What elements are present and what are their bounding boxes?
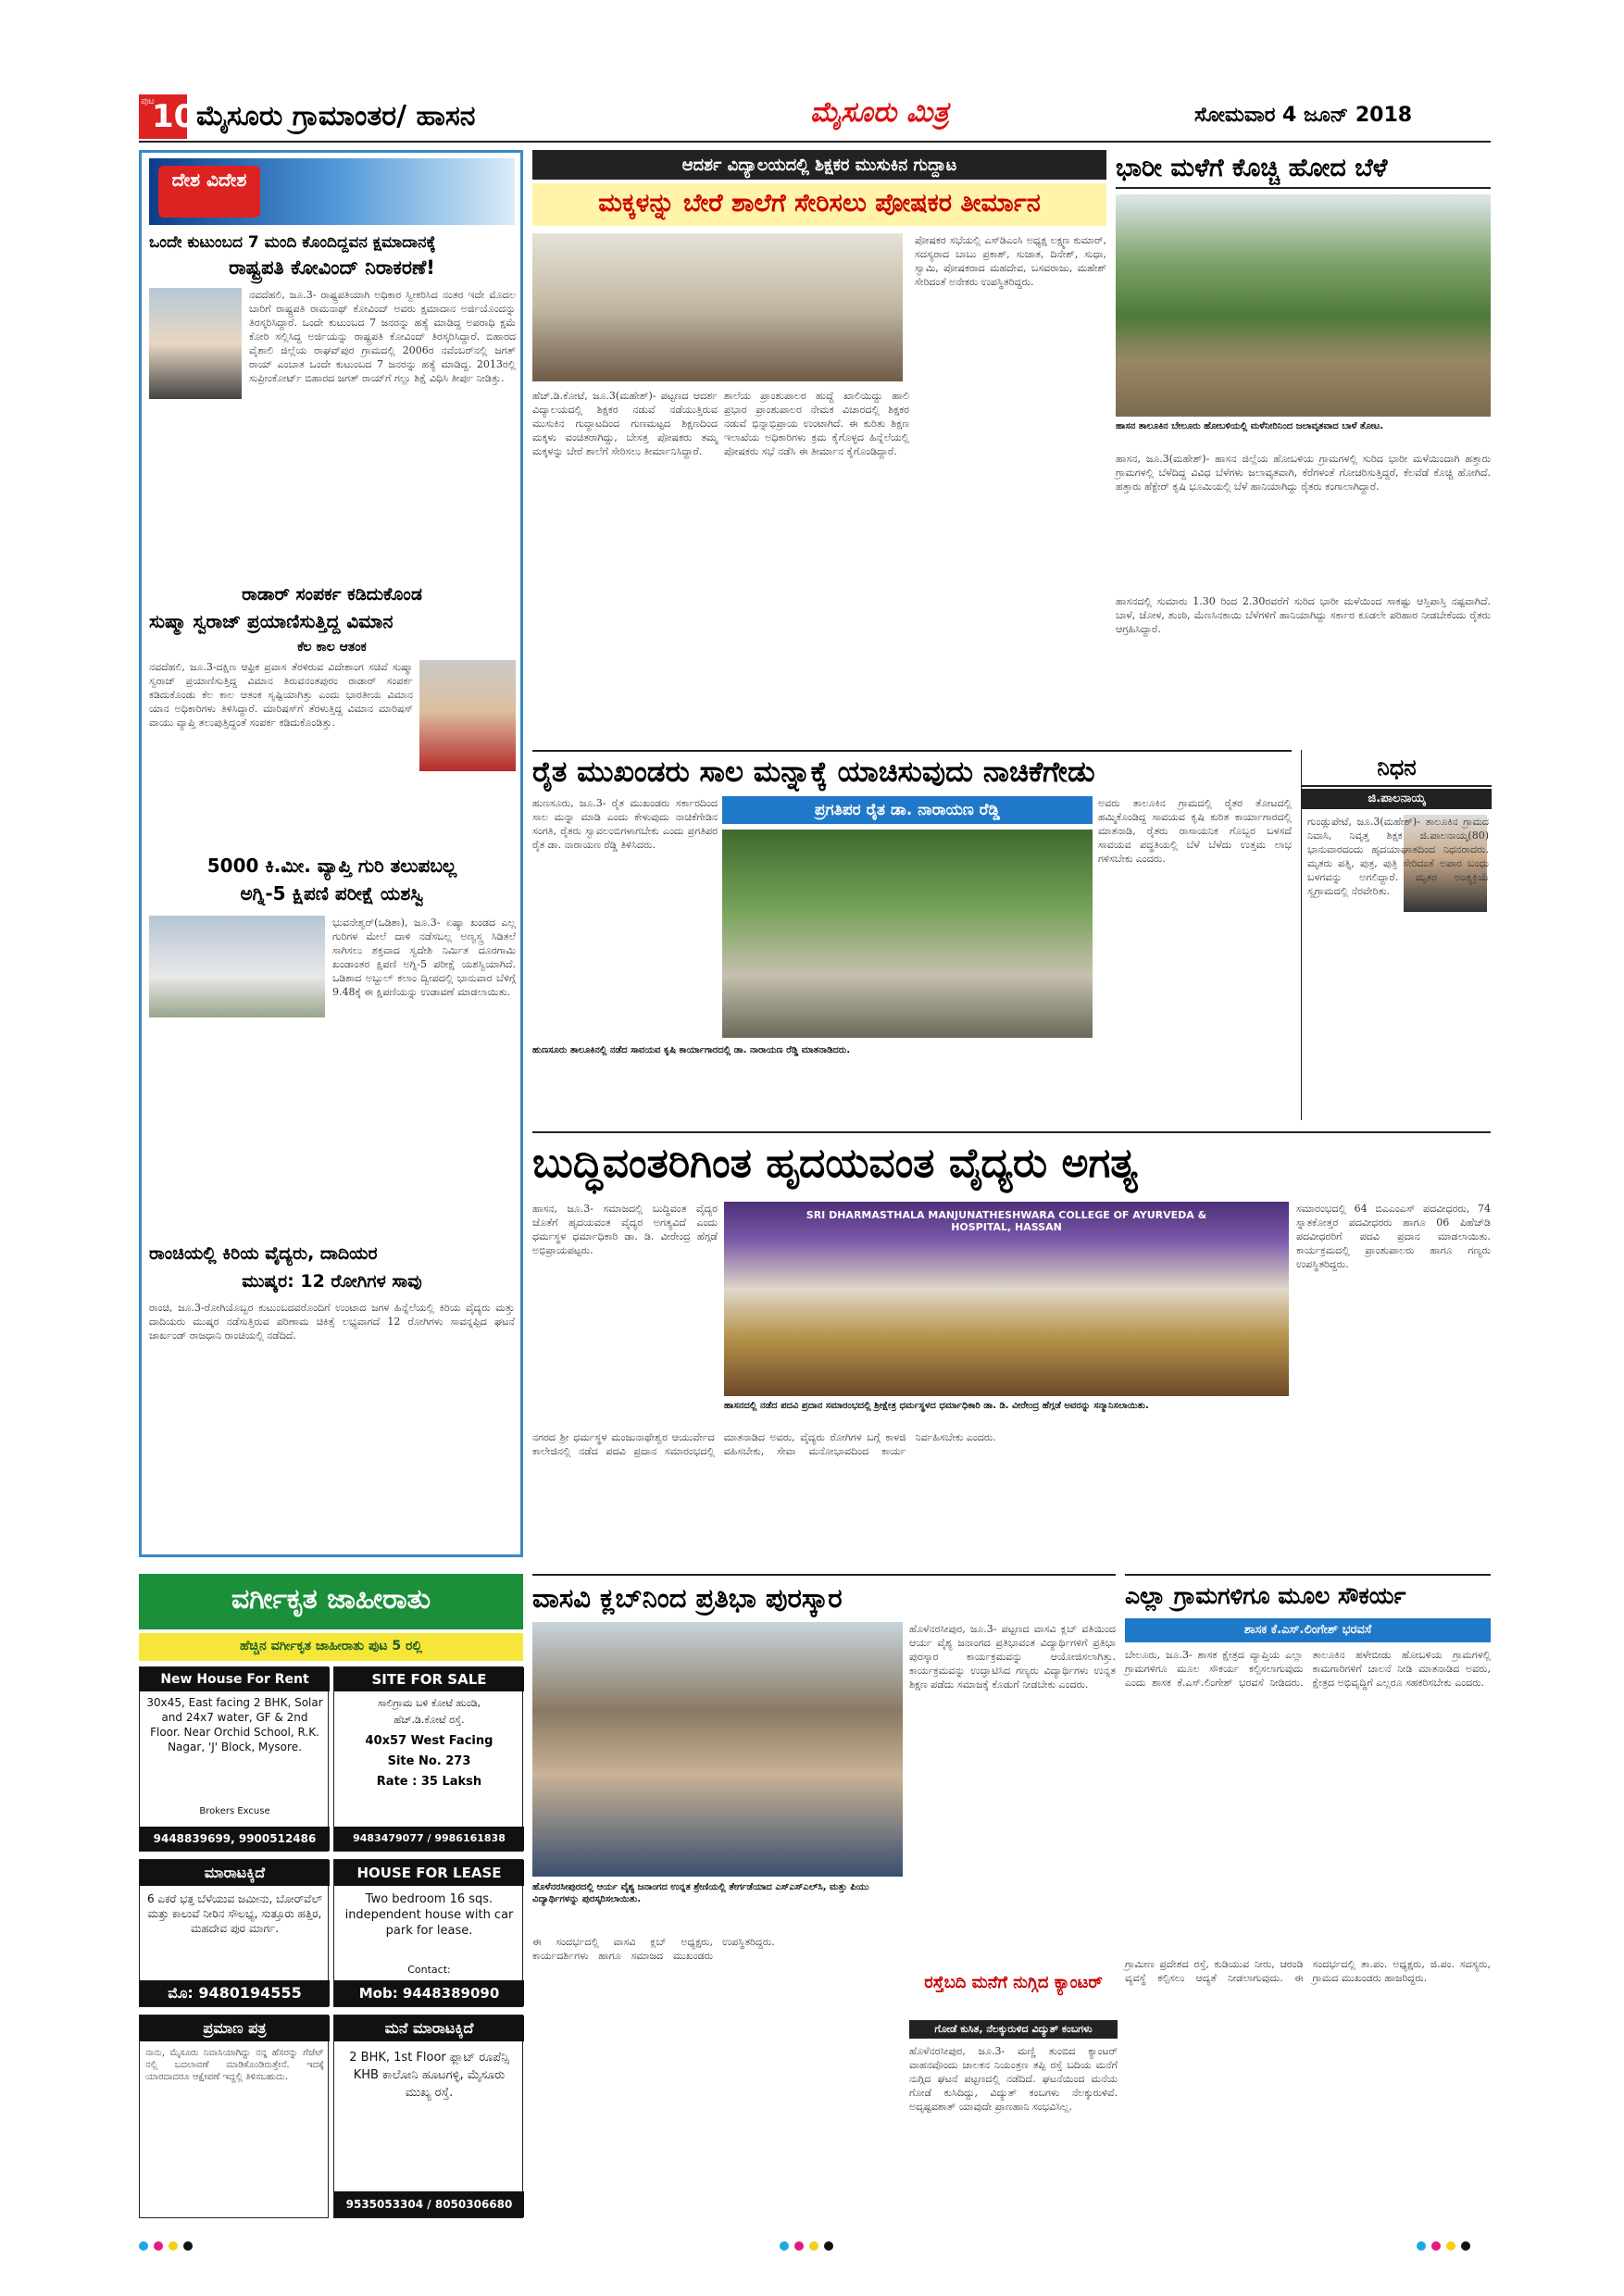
article-headline: ಒಂದೇ ಕುಟುಂಬದ 7 ಮಂದಿ ಕೊಂದಿದ್ದವನ ಕ್ಷಮಾದಾನಕ್ಕೆ [149,233,436,252]
doctors-headline: ಬುದ್ಧಿವಂತರಿಗಿಂತ ಹೃದಯವಂತ ವೈದ್ಯರು ಅಗತ್ಯ [532,1131,1491,1194]
article-headline: ಅಗ್ನಿ-5 ಕ್ಷಿಪಣಿ ಪರೀಕ್ಷೆ ಯಶಸ್ವಿ [240,882,424,905]
classified-ad [333,2015,523,2218]
classifieds-more: ಹೆಚ್ಚಿನ ವರ್ಗೀಕೃತ ಜಾಹೀರಾತು ಪುಟ 5 ರಲ್ಲಿ [240,1639,422,1653]
article-headline: ರಾಷ್ಟ್ರಪತಿ ಕೋವಿಂದ್ ನಿರಾಕರಣೆ! [229,256,435,279]
classified-ad [139,2015,329,2218]
page-label: ಪುಟ [141,96,155,106]
classified-ad [139,1666,329,1852]
registration-marks-center [780,2237,872,2250]
ad-note: Brokers Excuse [199,1806,270,1816]
article-body: ನಗರದ ಶ್ರೀ ಧರ್ಮಸ್ಥಳ ಮಂಜುನಾಥೇಶ್ವರ ಆಯುರ್ವೇದ ಕಾಲೇಜಿನಲ್ಲಿ ನಡೆದ ಪದವಿ ಪ್ರದಾನ ಸಮಾರಂಭದಲ್ಲಿ ಮಾತನಾಡಿದ ಅವರು, ವೈದ್ಯರು ರೋಗಿಗಳ ಬಗ್ಗೆ ಕಾಳಜಿ ವಹಿಸಬೇಕು, ಸೇವಾ ಮನೋಭಾವದಿಂದ ಕಾರ್ಯ ನಿರ್ವಹಿಸಬೇಕು ಎಂದರು. [532,1431,996,1457]
yellow-dot [169,2241,178,2251]
president-photo [149,288,242,399]
article-body: ರಾಂಚಿ, ಜೂ.3-ರೋಗಿಯೊಬ್ಬರ ಕುಟುಂಬದವರೊಂದಿಗೆ ಉಂಟಾದ ಜಗಳ ಹಿನ್ನೆಲೆಯಲ್ಲಿ ಕಿರಿಯ ವೈದ್ಯರು ಮತ್ತು ದಾದಿಯರು ಮುಷ್ಕರ ನಡೆಸುತ್ತಿರುವ ಪರಿಣಾಮ ಚಿಕಿತ್ಸೆ ಲಭ್ಯವಾಗದೆ 12 ರೋಗಿಗಳು ಸಾವನ್ನಪ್ಪಿದ ಘಟನೆ ಜಾರ್ಖಂಡ್ ರಾಜಧಾನಿ ರಾಂಚಿಯಲ್ಲಿ ನಡೆದಿದೆ. [149,1302,515,1341]
ad-phone: 9448839699, 9900512486 [140,1827,330,1851]
magenta-dot [794,2241,804,2251]
ad-phone: ಮೊ: 9480194555 [140,1980,330,2006]
obituary-box [1301,750,1491,1120]
ad-body: 30x45, East facing 2 BHK, Solar and 24x7 water, GF & 2nd Floor. Near Orchid School, R.K. Nagar, 'J' Block, Mysore. [146,1696,323,1753]
desha-videsha-badge: ದೇಶ ವಿದೇಶ [158,166,260,218]
cyan-dot [139,2241,148,2251]
article-body: ನವದೆಹಲಿ, ಜೂ.3-ದಕ್ಷಿಣ ಆಫ್ರಿಕ ಪ್ರವಾಸ ತೆರಳಿರುವ ವಿದೇಶಾಂಗ ಸಚಿವೆ ಸುಷ್ಮಾ ಸ್ವರಾಜ್ ಪ್ರಯಾಣಿಸುತ್ತಿದ್ದ ವಿಮಾನ ತಿರುವನಂತಪುರಂ ರಾಡಾರ್ ಸಂಪರ್ಕ ಕಡಿದುಕೊಂಡು ಕೆಲ ಕಾಲ ಆತಂಕ ಸೃಷ್ಟಿಯಾಗಿತ್ತು ಎಂದು ಭಾರತೀಯ ವಿಮಾನ ಯಾನ ಅಧಿಕಾರಿಗಳು ತಿಳಿಸಿದ್ದಾರೆ. ಮಾರಿಷಸ್‌ಗೆ ತೆರಳುತ್ತಿದ್ದ ವಿಮಾನ ಮಾರಿಷಸ್ ವಾಯು ವ್ಯಾಪ್ತಿ ತಲುಪುತ್ತಿದ್ದಂತೆ ಸಂಪರ್ಕ ಕಡಿದುಕೊಂಡಿತ್ತು. [149,661,413,729]
obituary-title: ನಿಧನ [1302,750,1492,787]
ad-body: ನಾನು, ಮೈಸೂರು ನಿವಾಸಿಯಾಗಿದ್ದು ನನ್ನ ಹೆಸರನ್ನು ಗೆಜೆಟ್ ನಲ್ಲಿ ಬದಲಾವಣೆ ಮಾಡಿಕೊಂಡಿರುತ್ತೇನೆ. ಇದಕ್ಕೆ ಯಾರದಾದರೂ ಆಕ್ಷೇಪಣೆ ಇದ್ದಲ್ಲಿ ತಿಳಿಸಬಹುದು. [145,2048,324,2082]
magenta-dot [1431,2241,1441,2251]
yellow-dot [1446,2241,1455,2251]
black-dot [824,2241,833,2251]
cyan-dot [780,2241,789,2251]
page-number: 10 [152,98,196,135]
article-body: ಹಾಸನ, ಜೂ.3(ಮಹೇಶ್)- ಹಾಸನ ಜಿಲ್ಲೆಯ ಹೋಬಳಿಯ ಗ್ರಾಮಗಳಲ್ಲಿ ಸುರಿದ ಭಾರೀ ಮಳೆಯಿಂದಾಗಿ ಹತ್ತಾರು ಗ್ರಾಮಗಳಲ್ಲಿ ಬೆಳೆದಿದ್ದ ವಿವಿಧ ಬೆಳೆಗಳು ಜಲಾವೃತವಾಗಿ, ಕೆರೆಗಳಂತೆ ಗೋಚರಿಸುತ್ತಿದ್ದರೆ, ಕೆಲವೆಡೆ ಕೊಚ್ಚಿ ಹೋಗಿದೆ. ಹತ್ತಾರು ಹೆಕ್ಟೇರ್ ಕೃಷಿ ಭೂಮಿಯಲ್ಲಿ ಬೆಳೆ ಹಾನಿಯಾಗಿದ್ದು ರೈತರು ಕಂಗಾಲಾಗಿದ್ದಾರೆ. [1116,453,1491,493]
farmers-subhead: ಪ್ರಗತಿಪರ ರೈತ ಡಾ. ನಾರಾಯಣ ರೆಡ್ಡಿ [722,796,1093,824]
article-body: ನವದೆಹಲಿ, ಜೂ.3- ರಾಷ್ಟ್ರಪತಿಯಾಗಿ ಅಧಿಕಾರ ಸ್ವೀಕರಿಸಿದ ನಂತರ ಇದೇ ಮೊದಲ ಬಾರಿಗೆ ರಾಷ್ಟ್ರಪತಿ ರಾಮನಾಥ್ ಕೋವಿಂದ್ ಅವರು ಕ್ಷಮಾದಾನ ಅರ್ಜಿಯೊಂದನ್ನು ತಿರಸ್ಕರಿಸಿದ್ದಾರೆ. ಒಂದೇ ಕುಟುಂಬದ 7 ಜನರನ್ನು ಹತ್ಯೆ ಮಾಡಿದ್ದ ಅಪರಾಧಿ ಕ್ಷಮೆ ಕೋರಿ ಸಲ್ಲಿಸಿದ್ದ ಅರ್ಜಿಯನ್ನು ರಾಷ್ಟ್ರಪತಿ ಕೋವಿಂದ್ ತಿರಸ್ಕರಿಸಿದ್ದಾರೆ. ಬಿಹಾರದ ವೈಶಾಲಿ ಜಿಲ್ಲೆಯ ರಾಘವ್‌ಪುರ ಗ್ರಾಮದಲ್ಲಿ 2006ರ ನವೆಂಬರ್‌ನಲ್ಲಿ ಜಗತ್ ರಾಯ್ ಎಂಬಾತ ಒಂದೇ ಕುಟುಂಬದ 7 ಜನರನ್ನು ಹತ್ಯೆ ಮಾಡಿದ್ದ. 2013ರಲ್ಲಿ ಸುಪ್ರೀಂಕೋರ್ಟ್ ಬಿಹಾರದ ಜಗತ್ ರಾಯ್‌ಗೆ ಗಲ್ಲು ಶಿಕ್ಷೆ ವಿಧಿಸಿ ತೀರ್ಪು ನೀಡಿತ್ತು. [249,289,516,384]
ad-body: 2 BHK, 1st Floor ಫ್ಲಾಟ್ ರೂಪೆನ್ಸಿ KHB ಕಾಲೋನಿ ಹೂಟಗಳ್ಳಿ, ಮೈಸೂರು ಮುಖ್ಯ ರಸ್ತೆ. [349,2051,509,2100]
classified-ad [139,1859,329,2007]
ad-line: Site No. 273 [387,1754,471,1768]
flooded-field-photo [1116,194,1491,417]
article-headline: 5000 ಕಿ.ಮೀ. ವ್ಯಾಪ್ತಿ ಗುರಿ ತಲುಪಬಲ್ಲ [206,855,457,877]
article-body: ಭುವನೇಶ್ವರ್(ಒಡಿಶಾ), ಜೂ.3- ಏಷ್ಯಾ ಖಂಡದ ಎಲ್ಲ ಗುರಿಗಳ ಮೇಲೆ ದಾಳಿ ನಡೆಸಬಲ್ಲ ಅಣ್ವಸ್ತ್ರ ಸಿಡಿತಲೆ ಸಾಗಿಸಲು ಶಕ್ತವಾದ ಸ್ವದೇಶಿ ನಿರ್ಮಿತ ದೂರಗಾಮಿ ಖಂಡಾಂತರ ಕ್ಷಿಪಣಿ ಅಗ್ನಿ-5 ಪರೀಕ್ಷೆ ಯಶಸ್ವಿಯಾಗಿದೆ. ಒಡಿಶಾದ ಅಬ್ದುಲ್ ಕಲಾಂ ದ್ವೀಪದಲ್ಲಿ ಭಾನುವಾರ ಬೆಳಿಗ್ಗೆ 9.48ಕ್ಕೆ ಈ ಕ್ಷಿಪಣಿಯನ್ನು ಉಡಾವಣೆ ಮಾಡಲಾಯಿತು. [332,917,516,998]
convocation-photo [724,1202,1289,1396]
black-dot [183,2241,193,2251]
photo-caption: ಹುಣಸೂರು ತಾಲೂಕಿನಲ್ಲಿ ನಡೆದ ಸಾವಯವ ಕೃಷಿ ಕಾರ್ಯಾಗಾರದಲ್ಲಿ ಡಾ. ನಾರಾಯಣ ರೆಡ್ಡಿ ಮಾತನಾಡಿದರು. [532,1045,851,1055]
globe-banner [149,158,515,225]
black-dot [1461,2241,1470,2251]
ad-body: 6 ಎಕರೆ ಭತ್ತ ಬೆಳೆಯುವ ಜಮೀನು, ಬೋರ್‌ವೆಲ್ ಮತ್ತು ಕಾಲುವೆ ನೀರಿನ ಸೌಲಭ್ಯ, ಸುತ್ತೂರು ಹತ್ತಿರ, ಮಹದೇವ ಪುರ ಮಾರ್ಗ. [146,1892,323,1935]
adarsha-kicker [532,150,1106,180]
article-body: ಸಮಾರಂಭದಲ್ಲಿ 64 ಬಿಎಎಂಎಸ್ ಪದವೀಧರರು, 74 ಸ್ನಾತಕೋತ್ತರ ಪದವೀಧರರು ಹಾಗೂ 06 ಪಿಹೆಚ್‌ಡಿ ಪದವೀಧರರಿಗೆ ಪದವಿ ಪ್ರದಾನ ಮಾಡಲಾಯಿತು. ಕಾರ್ಯಕ್ರಮದಲ್ಲಿ ಪ್ರಾಂಶುಪಾಲರು ಹಾಗೂ ಗಣ್ಯರು ಉಪಸ್ಥಿತರಿದ್ದರು. [1296,1203,1491,1270]
ad-title: ಮನೆ ಮಾರಾಟಕ್ಕಿದೆ [334,2015,524,2041]
ad-title: New House For Rent [140,1667,330,1691]
article-subhead: ಕೆಲ ಕಾಲ ಆತಂಕ [297,640,367,655]
issue-date: ಸೋಮವಾರ 4 ಜೂನ್ 2018 [1194,104,1413,127]
sushma-photo [419,660,516,771]
article-headline: ರಾಡಾರ್ ಸಂಪರ್ಕ ಕಡಿದುಕೊಂಡ [242,584,422,605]
classifieds-banner [139,1574,523,1629]
ad-body: Two bedroom 16 sqs. independent house with car park for lease. [344,1892,514,1938]
missile-photo [149,916,325,1017]
farmers-headline: ರೈತ ಮುಖಂಡರು ಸಾಲ ಮನ್ನಾಕ್ಕೆ ಯಾಚಿಸುವುದು ನಾಚಿಕೆಗೇಡು [532,750,1292,792]
ad-line: 40x57 West Facing [365,1734,493,1748]
registration-marks-left [139,2237,231,2250]
classified-ad [333,1859,523,2007]
article-body: ಹಾಸನದಲ್ಲಿ ಸುಮಾರು 1.30 ರಿಂದ 2.30ರವರೆಗೆ ಸುರಿದ ಭಾರೀ ಮಳೆಯಿಂದ ಸಾಕಷ್ಟು ಆಸ್ತಿಪಾಸ್ತಿ ನಷ್ಟವಾಗಿದೆ. ಬಾಳೆ, ಜೋಳ, ಶುಂಠಿ, ಮೆಣಸಿನಕಾಯಿ ಬೆಳೆಗಳಿಗೆ ಹಾನಿಯಾಗಿದ್ದು ಸರ್ಕಾರ ಕೂಡಲೇ ಪರಿಹಾರ ನೀಡಬೇಕೆಂದು ರೈತರು ಆಗ್ರಹಿಸಿದ್ದಾರೆ. [1116,595,1491,635]
obituary-body: ಗುಂಡ್ಲುಪೇಟೆ, ಜೂ.3(ಮಹೇಶ್)- ತಾಲೂಕಿನ ಗ್ರಾಮದ ನಿವಾಸಿ, ನಿವೃತ್ತ ಶಿಕ್ಷಕ ಜಿ.ಪಾಲನಾಯ್ಕ(80) ಭಾನುವಾರದಂದು ಹೃದಯಾಘಾತದಿಂದ ನಿಧನರಾದರು. ಮೃತರು ಪತ್ನಿ, ಪುತ್ರ, ಪುತ್ರಿ ಸೇರಿದಂತೆ ಅಪಾರ ಬಂಧು ಬಳಗವನ್ನು ಅಗಲಿದ್ದಾರೆ. ಮೃತರ ಅಂತ್ಯಕ್ರಿಯೆ ಸ್ವಗ್ರಾಮದಲ್ಲಿ ನೆರವೇರಿತು. [1307,816,1489,897]
article-body: ಅವರು ತಾಲೂಕಿನ ಗ್ರಾಮದಲ್ಲಿ ರೈತರ ತೋಟದಲ್ಲಿ ಹಮ್ಮಿಕೊಂಡಿದ್ದ ಸಾವಯವ ಕೃಷಿ ಕುರಿತ ಕಾರ್ಯಾಗಾರದಲ್ಲಿ ಮಾತನಾಡಿ, ರೈತರು ರಾಸಾಯನಿಕ ಗೊಬ್ಬರ ಬಳಸದೆ ಸಾವಯವ ಪದ್ಧತಿಯಲ್ಲಿ ಬೆಳೆ ಬೆಳೆದು ಉತ್ತಮ ಲಾಭ ಗಳಿಸಬೇಕು ಎಂದರು. [1098,797,1292,865]
article-body: ಹೊಳೆನರಸೀಪುರ, ಜೂ.3- ಪಟ್ಟಣದ ವಾಸವಿ ಕ್ಲಬ್ ವತಿಯಿಂದ ಆರ್ಯ ವೈಶ್ಯ ಜನಾಂಗದ ಪ್ರತಿಭಾವಂತ ವಿದ್ಯಾರ್ಥಿಗಳಿಗೆ ಪ್ರತಿಭಾ ಪುರಸ್ಕಾರ ಕಾರ್ಯಕ್ರಮವನ್ನು ಆಯೋಜಿಸಲಾಗಿತ್ತು. ಕಾರ್ಯಕ್ರಮವನ್ನು ಉದ್ಘಾಟಿಸಿದ ಗಣ್ಯರು ವಿದ್ಯಾರ್ಥಿಗಳು ಉನ್ನತ ಶಿಕ್ಷಣ ಪಡೆದು ಸಮಾಜಕ್ಕೆ ಕೊಡುಗೆ ನೀಡಬೇಕು ಎಂದರು. [909,1623,1116,1691]
parents-meeting-photo [532,233,903,381]
section-title: ಮೈಸೂರು ಗ್ರಾಮಾಂತರ/ ಹಾಸನ [196,100,476,132]
kicker-text: ಆದರ್ಶ ವಿದ್ಯಾಲಯದಲ್ಲಿ ಶಿಕ್ಷಕರ ಮುಸುಕಿನ ಗುದ್ದಾಟ [681,156,957,175]
masthead-rule [139,141,1491,143]
registration-marks-right [1417,2237,1509,2250]
article-headline: ಮುಷ್ಕರ: 12 ರೋಗಿಗಳ ಸಾವು [242,1271,422,1292]
ad-phone: 9535053304 / 8050306680 [334,2191,524,2217]
masthead [139,91,1491,143]
adarsha-headline: ಮಕ್ಕಳನ್ನು ಬೇರೆ ಶಾಲೆಗೆ ಸೇರಿಸಲು ಪೋಷಕರ ತೀರ್ಮಾನ [532,183,1106,226]
vasavi-headline: ವಾಸವಿ ಕ್ಲಬ್‌ನಿಂದ ಪ್ರತಿಭಾ ಪುರಸ್ಕಾರ [532,1574,1116,1618]
ad-title: ಪ್ರಮಾಣ ಪತ್ರ [140,2015,330,2041]
article-body: ಹುಣಸೂರು, ಜೂ.3- ರೈತ ಮುಖಂಡರು ಸರ್ಕಾರದಿಂದ ಸಾಲ ಮನ್ನಾ ಮಾಡಿ ಎಂದು ಕೇಳುವುದು ನಾಚಿಕೆಗೇಡಿನ ಸಂಗತಿ, ರೈತರು ಸ್ವಾವಲಂಬಿಗಳಾಗಬೇಕು ಎಂದು ಪ್ರಗತಿಪರ ರೈತ ಡಾ. ನಾರಾಯಣ ರೆಡ್ಡಿ ತಿಳಿಸಿದರು. [532,797,718,851]
classifieds-subbanner [139,1633,523,1661]
article-body: ಗ್ರಾಮೀಣ ಪ್ರದೇಶದ ರಸ್ತೆ, ಕುಡಿಯುವ ನೀರು, ಚರಂಡಿ ವ್ಯವಸ್ಥೆ ಕಲ್ಪಿಸಲು ಆದ್ಯತೆ ನೀಡಲಾಗುವುದು. ಈ ಸಂದರ್ಭದಲ್ಲಿ ತಾ.ಪಂ. ಅಧ್ಯಕ್ಷರು, ಜಿ.ಪಂ. ಸದಸ್ಯರು, ಗ್ರಾಮದ ಮುಖಂಡರು ಹಾಜರಿದ್ದರು. [1125,1958,1491,1984]
article-headline: ಸುಷ್ಮಾ ಸ್ವರಾಜ್ ಪ್ರಯಾಣಿಸುತ್ತಿದ್ದ ವಿಮಾನ [149,610,394,632]
ad-phone: 9483479077 / 9986161838 [334,1827,524,1851]
photo-caption: ಹಾಸನ ತಾಲೂಕಿನ ಬೇಲೂರು ಹೋಬಳಿಯಲ್ಲಿ ಮಳೆನೀರಿನಿಂದ ಜಲಾವೃತವಾದ ಬಾಳೆ ತೋಟ. [1116,421,1384,431]
paper-name: ಮೈಸೂರು ಮಿತ್ರ [810,96,949,129]
college-banner-text: SRI DHARMASTHALA MANJUNATHESHWARA COLLEGE OF AYURVEDA & HOSPITAL, HASSAN [806,1209,1207,1233]
classified-ad [333,1666,523,1852]
ad-line: ಸಾಲಿಗ್ರಾಮ ಬಳಿ ಕೋಟೆ ಹುಂಡಿ, [377,1697,481,1709]
ad-title: HOUSE FOR LEASE [334,1860,524,1886]
article-body: ಬೇಲೂರು, ಜೂ.3- ಶಾಸಕ ಕ್ಷೇತ್ರದ ವ್ಯಾಪ್ತಿಯ ಎಲ್ಲಾ ಗ್ರಾಮಗಳಿಗೂ ಮೂಲ ಸೌಕರ್ಯ ಕಲ್ಪಿಸಲಾಗುವುದು ಎಂದು ಶಾಸಕ ಕೆ.ಎಸ್.ಲಿಂಗೇಶ್ ಭರವಸೆ ನೀಡಿದರು. ತಾಲೂಕಿನ ಹಳೇಬೀಡು ಹೋಬಳಿಯ ಗ್ರಾಮಗಳಲ್ಲಿ ಕಾಮಗಾರಿಗಳಿಗೆ ಚಾಲನೆ ನೀಡಿ ಮಾತನಾಡಿದ ಅವರು, ಕ್ಷೇತ್ರದ ಅಭಿವೃದ್ಧಿಗೆ ಎಲ್ಲರೂ ಸಹಕರಿಸಬೇಕು ಎಂದರು. [1125,1649,1491,1689]
cyan-dot [1417,2241,1426,2251]
article-headline: ರಾಂಚಿಯಲ್ಲಿ ಕಿರಿಯ ವೈದ್ಯರು, ದಾದಿಯರ [149,1243,378,1264]
ad-title: SITE FOR SALE [334,1667,524,1691]
rain-headline: ಭಾರೀ ಮಳೆಗೆ ಕೊಚ್ಚಿ ಹೋದ ಬೆಳೆ [1116,150,1491,189]
ad-phone: Mob: 9448389090 [334,1980,524,2006]
magenta-dot [154,2241,163,2251]
article-body: ಶಾಲೆಯ ಪ್ರಾಂಶುಪಾಲರ ಹುದ್ದೆ ಖಾಲಿಯಿದ್ದು ಹಾಲಿ ಪ್ರಭಾರ ಪ್ರಾಂಶುಪಾಲರ ನೇಮಕ ವಿಚಾರದಲ್ಲಿ ಶಿಕ್ಷಕರ ನಡುವೆ ಭಿನ್ನಾಭಿಪ್ರಾಯ ಉಂಟಾಗಿದೆ. ಈ ಕುರಿತು ಶಿಕ್ಷಣ ಇಲಾಖೆಯ ಅಧಿಕಾರಿಗಳು ಕ್ರಮ ಕೈಗೊಳ್ಳದ ಹಿನ್ನೆಲೆಯಲ್ಲಿ ಪೋಷಕರು ಸಭೆ ನಡೆಸಿ ಈ ತೀರ್ಮಾನ ಕೈಗೊಂಡಿದ್ದಾರೆ. [724,390,909,457]
page-number-badge [139,94,196,139]
quarters-headline: ರಸ್ತೆಬದಿ ಮನೆಗೆ ನುಗ್ಗಿದ ಕ್ಯಾಂಟರ್ [924,1973,1103,1992]
ad-line: ಹೆಚ್.ಡಿ.ಕೋಟೆ ರಸ್ತೆ. [394,1714,465,1726]
article-body: ಹಾಸನ, ಜೂ.3- ಸಮಾಜದಲ್ಲಿ ಬುದ್ಧಿವಂತ ವೈದ್ಯರ ಜೊತೆಗೆ ಹೃದಯವಂತ ವೈದ್ಯರ ಅಗತ್ಯವಿದೆ ಎಂದು ಧರ್ಮಸ್ಥಳ ಧರ್ಮಾಧಿಕಾರಿ ಡಾ. ಡಿ. ವೀರೇಂದ್ರ ಹೆಗ್ಗಡೆ ಅಭಿಪ್ರಾಯಪಟ್ಟರು. [532,1203,718,1256]
photo-caption: ಹಾಸನದಲ್ಲಿ ನಡೆದ ಪದವಿ ಪ್ರದಾನ ಸಮಾರಂಭದಲ್ಲಿ ಶ್ರೀಕ್ಷೇತ್ರ ಧರ್ಮಸ್ಥಳದ ಧರ್ಮಾಧಿಕಾರಿ ಡಾ. ಡಿ. ವೀರೇಂದ್ರ ಹೆಗ್ಗಡೆ ಅವರನ್ನು ಸನ್ಮಾನಿಸಲಾಯಿತು. [724,1401,1149,1411]
villages-subhead: ಶಾಸಕ ಕೆ.ಎಸ್.ಲಿಂಗೇಶ್ ಭರವಸೆ [1125,1618,1491,1642]
villages-headline: ಎಲ್ಲಾ ಗ್ರಾಮಗಳಿಗೂ ಮೂಲ ಸೌಕರ್ಯ [1125,1574,1491,1616]
article-body: ಪೋಷಕರ ಸಭೆಯಲ್ಲಿ ಎಸ್‌ಡಿಎಂಸಿ ಅಧ್ಯಕ್ಷ ಲಕ್ಷ್ಮಣ ಕುಮಾರ್, ಸದಸ್ಯರಾದ ಬಾಬು ಪ್ರಕಾಶ್, ಸುಜಾತ, ದಿನೇಶ್, ಸುಧಾ, ಸ್ವಾಮಿ, ಪೋಷಕರಾದ ಮಹದೇವ, ಬಸವರಾಜು, ಮಹೇಶ್ ಸೇರಿದಂತೆ ಅನೇಕರು ಉಪಸ್ಥಿತರಿದ್ದರು. [915,234,1106,288]
desha-videsha-panel [139,150,523,1557]
award-ceremony-photo [532,1622,903,1877]
obituary-name: ಜಿ.ಪಾಲನಾಯ್ಕ [1302,789,1492,809]
yellow-dot [809,2241,818,2251]
ad-line: Rate : 35 Laksh [376,1775,482,1789]
article-body: ಈ ಸಂದರ್ಭದಲ್ಲಿ ವಾಸವಿ ಕ್ಲಬ್ ಅಧ್ಯಕ್ಷರು, ಕಾರ್ಯದರ್ಶಿಗಳು ಹಾಗೂ ಸಮಾಜದ ಮುಖಂಡರು ಉಪಸ್ಥಿತರಿದ್ದರು. [532,1936,775,1962]
article-body: ಹೆಚ್.ಡಿ.ಕೋಟೆ, ಜೂ.3(ಮಹೇಶ್)- ಪಟ್ಟಣದ ಆದರ್ಶ ವಿದ್ಯಾಲಯದಲ್ಲಿ ಶಿಕ್ಷಕರ ನಡುವೆ ನಡೆಯುತ್ತಿರುವ ಮುಸುಕಿನ ಗುದ್ದಾಟದಿಂದ ಗುಣಮಟ್ಟದ ಶಿಕ್ಷಣದಿಂದ ಮಕ್ಕಳು ವಂಚಿತರಾಗಿದ್ದು, ಬೇಸತ್ತ ಪೋಷಕರು ತಮ್ಮ ಮಕ್ಕಳನ್ನು ಬೇರೆ ಶಾಲೆಗೆ ಸೇರಿಸಲು ತೀರ್ಮಾನಿಸಿದ್ದಾರೆ. [532,390,718,457]
article-body: ಹೊಳೆನರಸೀಪುರ, ಜೂ.3- ಮಣ್ಣಿ ತುಂಬಿದ ಕ್ಯಾಂಟರ್ ವಾಹನವೊಂದು ಚಾಲಕನ ನಿಯಂತ್ರಣ ತಪ್ಪಿ ರಸ್ತೆ ಬದಿಯ ಮನೆಗೆ ನುಗ್ಗಿದ ಘಟನೆ ಪಟ್ಟಣದಲ್ಲಿ ನಡೆದಿದೆ. ಘಟನೆಯಿಂದ ಮನೆಯ ಗೋಡೆ ಕುಸಿದಿದ್ದು, ವಿದ್ಯುತ್ ಕಂಬಗಳು ನೆಲಕ್ಕುರುಳಿವೆ. ಅದೃಷ್ಟವಶಾತ್ ಯಾವುದೇ ಪ್ರಾಣಹಾನಿ ಸಂಭವಿಸಿಲ್ಲ. [909,2045,1118,2113]
farm-visit-photo [722,830,1093,1038]
classifieds-title: ವರ್ಗೀಕೃತ ಜಾಹೀರಾತು [231,1583,431,1616]
quarters-subhead: ಗೋಡೆ ಕುಸಿತ, ನೆಲಕ್ಕುರುಳಿದ ವಿದ್ಯುತ್ ಕಂಬಗಳು [909,2020,1118,2039]
ad-contact: Contact: [407,1964,451,1976]
ad-title: ಮಾರಾಟಕ್ಕಿದೆ [140,1860,330,1886]
photo-caption: ಹೊಳೆನರಸೀಪುರದಲ್ಲಿ ಆರ್ಯ ವೈಶ್ಯ ಜನಾಂಗದ ಉನ್ನತ ಶ್ರೇಣಿಯಲ್ಲಿ ತೇರ್ಗಡೆಯಾದ ಎಸ್‌ಎಸ್‌ಎಲ್‌ಸಿ, ಮತ್ತು ಪಿಯು ವಿದ್ಯಾರ್ಥಿಗಳನ್ನು ಪುರಸ್ಕರಿಸಲಾಯಿತು. [532,1882,869,1904]
